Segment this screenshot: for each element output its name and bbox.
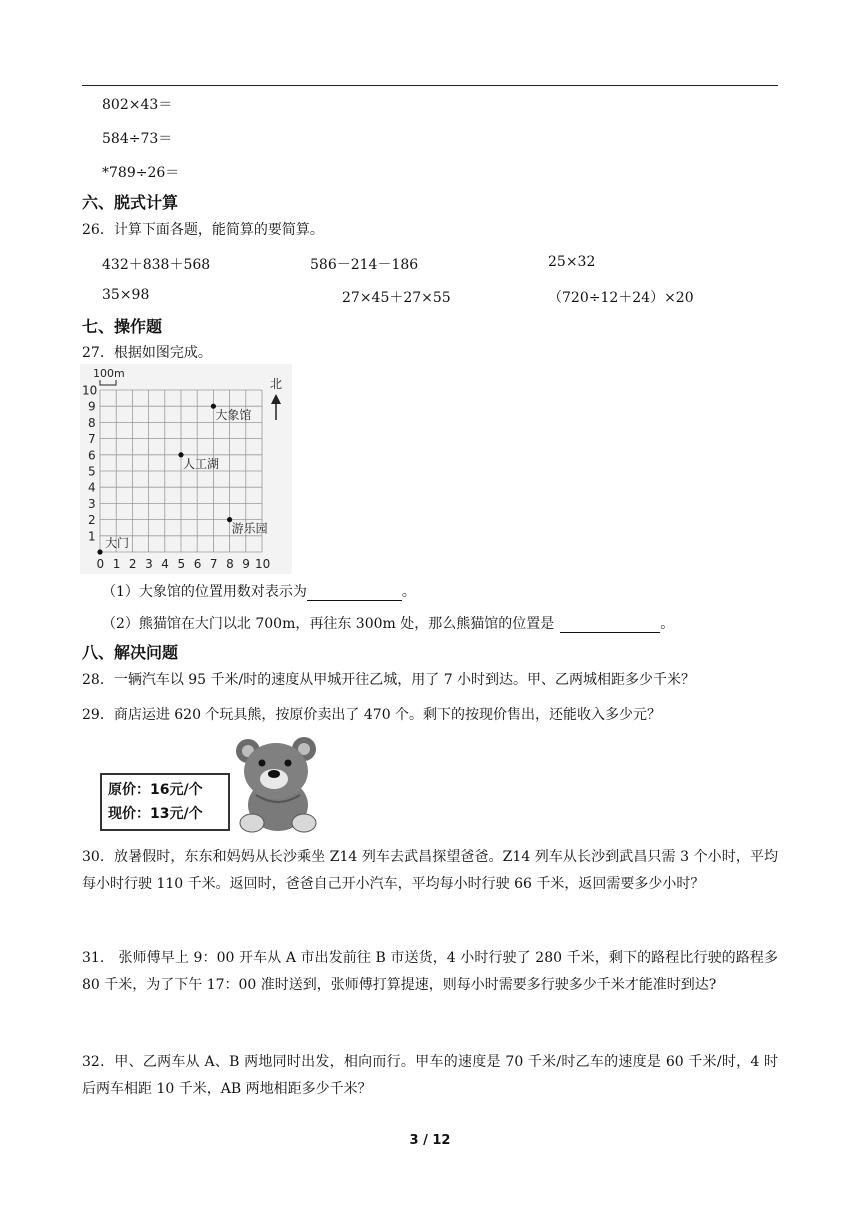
question-32: 32．甲、乙两车从 A、B 两地同时出发，相向而行。甲车的速度是 70 千米/时乙车的速度是 60 千米/时，4 时后两车相距 10 千米，AB 两地相距多少千米？ (82, 1054, 778, 1097)
calc-2: 586－214－186 (310, 257, 419, 273)
section-7-title: 七、操作题 (82, 317, 163, 336)
x-tick-label: 10 (255, 557, 271, 571)
expr-789div26: *789÷26＝ (102, 165, 180, 181)
price-original: 原价：16元/个 (108, 782, 203, 798)
calc-1: 432＋838＋568 (102, 257, 211, 273)
calc-5: 27×45＋27×55 (342, 290, 451, 306)
section-8-title: 八、解决问题 (82, 643, 179, 662)
section-6-title: 六、脱式计算 (82, 193, 179, 212)
y-tick-label: 9 (88, 399, 96, 414)
question-27-1 (102, 581, 416, 601)
y-tick-label: 3 (88, 496, 96, 511)
scale-label: 100m (93, 367, 125, 380)
answer-blank-1[interactable] (307, 586, 402, 601)
x-tick-label: 0 (96, 557, 105, 571)
question-26: 26．计算下面各题，能简算的要简算。 (82, 222, 324, 238)
expr-584div73: 584÷73＝ (102, 131, 173, 147)
y-tick-label: 5 (88, 464, 96, 479)
x-tick-label: 4 (161, 557, 169, 571)
map-point-label: 人工湖 (183, 456, 220, 471)
map-point-label: 游乐园 (231, 521, 268, 536)
expr-802x43: 802×43＝ (102, 97, 173, 113)
question-28: 28．一辆汽车以 95 千米/时的速度从甲城开往乙城，用了 7 小时到达。甲、乙两城相距多少千米？ (82, 672, 696, 688)
price-current: 现价：13元/个 (108, 806, 203, 822)
y-tick-label: 1 (88, 529, 96, 544)
answer-blank-2[interactable] (560, 618, 660, 633)
x-tick-label: 6 (193, 557, 202, 571)
calc-3: 25×32 (548, 254, 596, 270)
grid-map (80, 364, 292, 574)
question-30: 30．放暑假时，东东和妈妈从长沙乘坐 Z14 列车去武昌探望爸爸。Z14 列车从长沙到武昌只需 3 个小时，平均每小时行驶 110 千米。返回时，爸爸自己开小汽车，平均每小时行驶 66 千米，返回需要多少小时？ (82, 849, 778, 892)
question-29: 29．商店运进 620 个玩具熊，按原价卖出了 470 个。剩下的按现价售出，还能收入多少元？ (82, 707, 662, 723)
map-point (97, 549, 102, 554)
map-point-label: 大象馆 (215, 408, 252, 423)
y-tick-label: 2 (88, 513, 96, 528)
calc-4: 35×98 (102, 287, 150, 303)
map-point-label: 大门 (105, 536, 130, 550)
x-tick-label: 1 (112, 557, 121, 571)
y-tick-label: 10 (82, 383, 98, 398)
x-tick-label: 3 (145, 557, 153, 571)
question-27-2-text: （2）熊猫馆在大门以北 700m，再往东 300m 处，那么熊猫馆的位置是 (102, 616, 555, 632)
x-tick-label: 9 (242, 557, 250, 571)
north-label: 北 (270, 377, 283, 391)
question-27-2-end: 。 (660, 616, 675, 632)
header-rule (82, 85, 778, 86)
price-tag (100, 773, 230, 831)
question-27-2 (102, 613, 674, 633)
y-tick-label: 7 (88, 432, 96, 447)
y-tick-label: 8 (88, 415, 96, 430)
x-tick-label: 8 (226, 557, 234, 571)
x-tick-label: 7 (209, 557, 218, 571)
question-27-1-end: 。 (401, 584, 416, 600)
x-tick-label: 2 (128, 557, 137, 571)
page-number: 3 / 12 (409, 1133, 451, 1148)
y-tick-label: 6 (88, 448, 96, 463)
question-27-1-text: （1）大象馆的位置用数对表示为 (102, 584, 307, 600)
question-27: 27．根据如图完成。 (82, 345, 212, 361)
calc-6: （720÷12＋24）×20 (548, 290, 694, 306)
teddy-bear-image (232, 735, 324, 835)
x-tick-label: 5 (177, 557, 186, 571)
y-tick-label: 4 (88, 480, 96, 495)
question-31: 31. 张师傅早上 9：00 开车从 A 市出发前往 B 市送货，4 小时行驶了 280 千米，剩下的路程比行驶的路程多 80 千米，为了下午 17：00 准时送到，张师傅打算提速，则每小时需要多行驶多少千米才能准时到达? (82, 950, 778, 993)
